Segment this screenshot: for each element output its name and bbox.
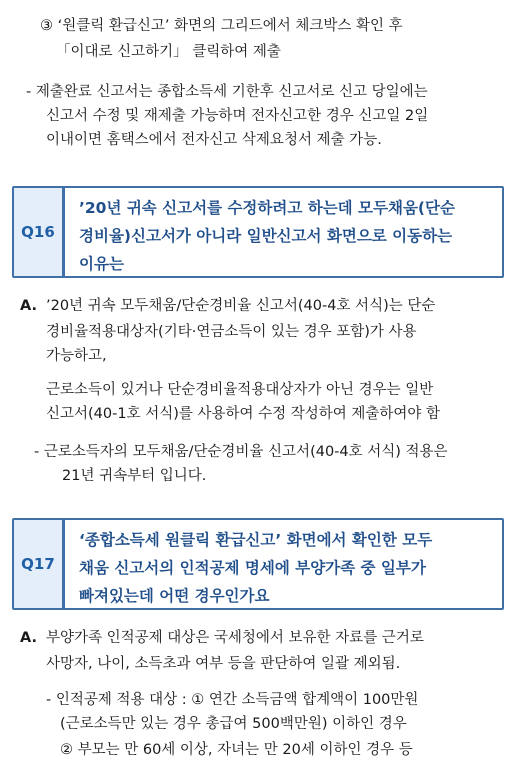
question-text-q17 — [65, 520, 502, 608]
step3-line-2: 「이대로 신고하기」 클릭하여 제출 — [56, 44, 281, 60]
question-line: ’20년 귀속 신고서를 수정하려고 하는데 모두채움(단순 — [79, 199, 455, 217]
note-line-3: 이내이면 홈택스에서 전자신고 삭제요청서 제출 가능. — [46, 132, 382, 148]
answer-marker-a16: A. — [20, 298, 37, 314]
question-label-q17: Q17 — [14, 520, 65, 608]
answer-line: ② 부모는 만 60세 이상, 자녀는 만 20세 이하인 경우 등 — [60, 742, 413, 758]
question-text-q16 — [65, 188, 502, 276]
answer-line: ’20년 귀속 모두채움/단순경비율 신고서(40-4호 서식)는 단순 — [46, 298, 436, 314]
question-box-q17 — [12, 518, 504, 610]
question-box-q16 — [12, 186, 504, 278]
answer-line: 사망자, 나이, 소득초과 여부 등을 판단하여 일괄 제외됨. — [46, 656, 401, 672]
answer-line: 경비율적용대상자(기타·연금소득이 있는 경우 포함)가 사용 — [46, 324, 417, 340]
answer-line: 근로소득이 있거나 단순경비율적용대상자가 아닌 경우는 일반 — [46, 382, 434, 398]
answer-line: (근로소득만 있는 경우 총급여 500백만원) 이하인 경우 — [60, 716, 407, 732]
question-line: 빠져있는데 어떤 경우인가요 — [79, 587, 270, 605]
question-line: 경비율)신고서가 아니라 일반신고서 화면으로 이동하는 — [79, 227, 453, 245]
note-line-1: - 제출완료 신고서는 종합소득세 기한후 신고서로 신고 당일에는 — [26, 84, 428, 100]
step3-line-1: ③ ‘원클릭 환급신고’ 화면의 그리드에서 체크박스 확인 후 — [40, 18, 403, 34]
answer-line: - 근로소득자의 모두채움/단순경비율 신고서(40-4호 서식) 적용은 — [34, 444, 448, 460]
question-label-q16: Q16 — [14, 188, 65, 276]
answer-line: - 인적공제 적용 대상 : ① 연간 소득금액 합계액이 100만원 — [46, 692, 419, 708]
answer-line: 부양가족 인적공제 대상은 국세청에서 보유한 자료를 근거로 — [46, 630, 424, 646]
question-line: 이유는 — [79, 255, 124, 273]
answer-marker-a17: A. — [20, 630, 37, 646]
answer-line: 신고서(40-1호 서식)를 사용하여 수정 작성하여 제출하여야 함 — [46, 406, 441, 422]
answer-line: 가능하고, — [46, 348, 107, 364]
question-line: ‘종합소득세 원클릭 환급신고’ 화면에서 확인한 모두 — [79, 531, 433, 549]
note-line-2: 신고서 수정 및 재제출 가능하며 전자신고한 경우 신고일 2일 — [46, 108, 429, 124]
answer-line: 21년 귀속부터 입니다. — [62, 468, 207, 484]
question-line: 채움 신고서의 인적공제 명세에 부양가족 중 일부가 — [79, 559, 426, 577]
